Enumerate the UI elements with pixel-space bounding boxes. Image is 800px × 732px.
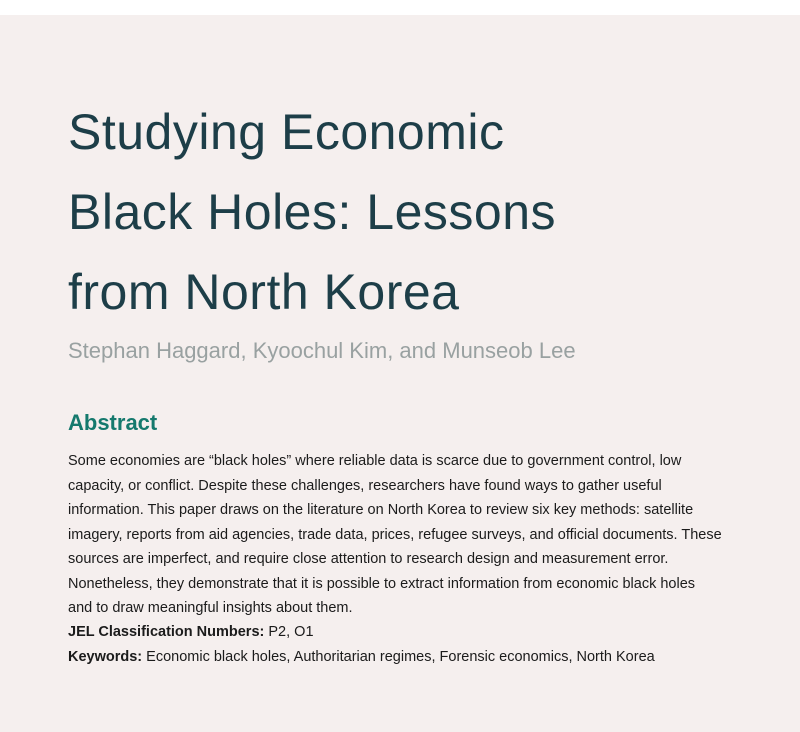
jel-line (68, 620, 655, 645)
abstract-heading: Abstract (68, 410, 158, 435)
keywords-value: Economic black holes, Authoritarian regimes, Forensic economics, North Korea (142, 648, 655, 665)
abstract-line: Nonetheless, they demonstrate that it is possible to extract information from economic black holes (68, 575, 696, 592)
top-margin-strip (0, 0, 800, 15)
abstract-line: imagery, reports from aid agencies, trade data, prices, refugee surveys, and official documents. These (68, 526, 722, 543)
classification-block (68, 620, 655, 669)
abstract-line: information. This paper draws on the literature on North Korea to review six key methods: satellite (68, 502, 694, 518)
author-line: Stephan Haggard, Kyoochul Kim, and Munseob Lee (68, 338, 576, 363)
paper-title (68, 92, 760, 332)
abstract-line: sources are imperfect, and require close attention to research design and measurement error. (68, 551, 669, 567)
jel-value: P2, O1 (264, 624, 314, 640)
paper-title-line-3: from North Korea (68, 264, 460, 320)
paper-title-line-1: Studying Economic (68, 104, 505, 160)
keywords-line (68, 645, 655, 670)
abstract-line: and to draw meaningful insights about them. (68, 600, 353, 616)
abstract-line: capacity, or conflict. Despite these challenges, researchers have found ways to gather useful (68, 477, 662, 494)
abstract-line: Some economies are “black holes” where reliable data is scarce due to government control, low (68, 453, 682, 469)
jel-label: JEL Classification Numbers: (68, 624, 265, 640)
paper-title-line-2: Black Holes: Lessons (68, 184, 557, 240)
keywords-label: Keywords: (68, 648, 143, 665)
abstract-text (68, 449, 722, 621)
